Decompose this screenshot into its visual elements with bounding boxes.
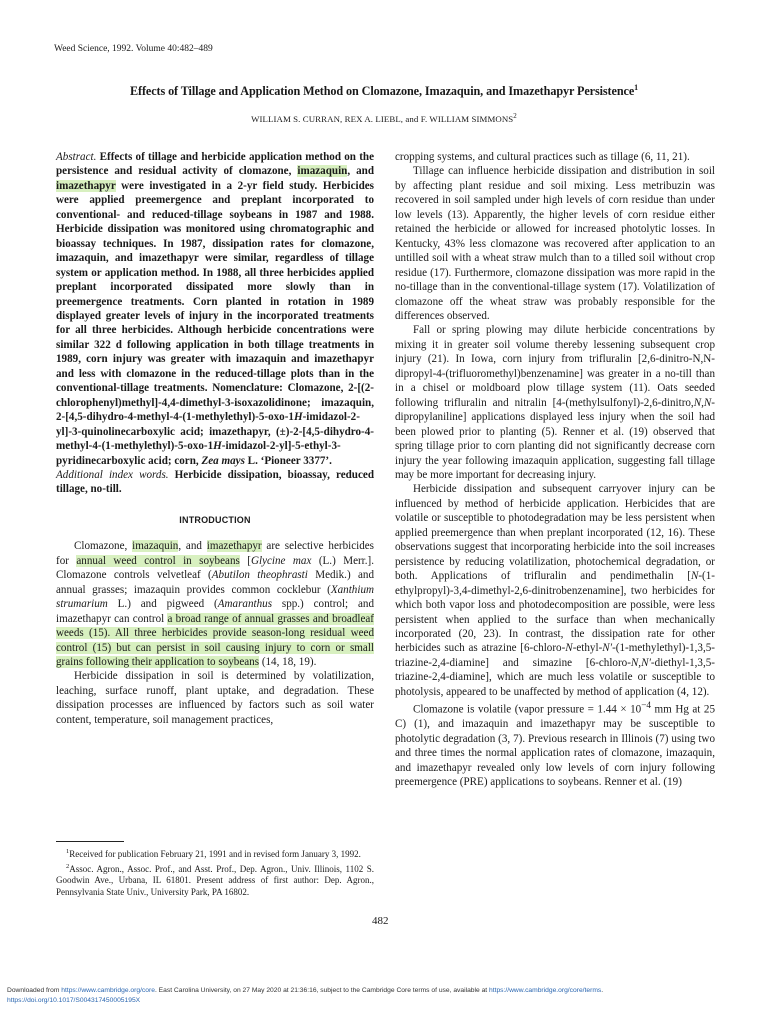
right-paragraph-2 <box>395 323 715 482</box>
abstract-italic: H <box>213 440 222 453</box>
footnote-2 <box>56 861 374 899</box>
highlight-persistence: a broad range of annual grasses and broadleaf weeds (15). All three herbicides provide season-long residual weed control (15) but can persist in soil causing injury to corn or small grains following their application to soybeans <box>56 612 374 668</box>
body-text: -diethyl-1,3,5-triazine-2,4-diamine], which are much less volatile or susceptible to photolysis, appeared to be unaffected by method of application (4, 12). <box>395 656 715 698</box>
intro-paragraph-2: Herbicide dissipation in soil is determined by volatilization, leaching, surface runoff, plant uptake, and degradation. These dissipation processes are influenced by factors such as soil water content, temperature, soil management practices, <box>56 670 374 726</box>
notice-text: . <box>601 987 604 994</box>
right-column <box>395 150 715 790</box>
right-paragraph-3 <box>395 482 715 699</box>
highlight-imazethapyr: imazethapyr <box>56 179 116 192</box>
species-name: Glycine max <box>250 554 312 567</box>
footnote-mark: 2 <box>66 862 70 870</box>
footnote-1 <box>56 846 374 861</box>
body-text: -dipropylaniline] applications displayed less injury when the soil had been plowed prior to planting (5). Renner et al. (19) observed that spring tillage prior to corn planting did not significantly decrease corn injury the year following imazaquin application, suggesting fall tillage may be more important for decreasing injury. <box>395 396 715 481</box>
title-footnote-mark: 1 <box>634 83 639 92</box>
body-italic: N′ <box>602 642 613 655</box>
notice-text: Downloaded from <box>7 987 62 994</box>
right-paragraph-1: Tillage can influence herbicide dissipation and distribution in soil by affecting plant residue and soil mixing. Less metribuzin was recovered in soil sampled under high levels of corn residue than under low levels (13). Apparently, the higher levels of corn residue either retained the herbicide or allowed for increased photolytic losses. In Kentucky, 43% less clomazone was recovered after application to an untilled soil with a wheat straw mulch than to a tilled soil without crop residue (17). Furthermore, clomazone dissipation was more rapid in the no-tillage than in the conventional-tillage system (17). Volatilization of clomazone off the wheat straw was probably responsible for the differences observed. <box>395 165 715 322</box>
body-text: Clomazone is volatile (vapor pressure = 1.44 × 10 <box>413 703 642 716</box>
doi-link[interactable]: https://doi.org/10.1017/S004317450005195X <box>7 996 141 1004</box>
abstract <box>56 150 374 468</box>
authors-footnote-mark: 2 <box>513 112 517 120</box>
body-text: (L.) Merr.]. Clomazone controls velvetleaf ( <box>56 554 375 582</box>
authors-text: WILLIAM S. CURRAN, REX A. LIEBL, and F. WILLIAM SIMMONS <box>251 113 514 124</box>
abstract-body <box>56 151 374 467</box>
left-column <box>56 150 374 727</box>
body-text: -ethyl- <box>572 642 603 655</box>
journal-reference: Weed Science, 1992. Volume 40:482–489 <box>54 44 213 54</box>
body-text: [ <box>239 554 251 567</box>
footnote-text: Received for publication February 21, 1991 and in revised form January 3, 1992. <box>69 849 361 859</box>
index-words <box>56 468 374 497</box>
footnote-divider <box>56 841 124 842</box>
abstract-italic: H <box>293 411 303 424</box>
terms-link[interactable]: https://www.cambridge.org/core/terms <box>489 987 602 994</box>
body-text: Clomazone, <box>74 540 133 553</box>
notice-text: . East Carolina University, on 27 May 2020 at 21:36:16, subject to the Cambridge Core terms of use, available at <box>154 987 490 994</box>
cambridge-core-link[interactable]: https://www.cambridge.org/core <box>61 987 155 994</box>
abstract-text: were investigated in a 2-yr field study. Herbicides were applied preemergence and preplant incorporated to conventional- and reduced-tillage soybeans in 1987 and 1988. Herbicide dissipation was monitored using chromatographic and bioassay techniques. In 1987, dissipation rates for clomazone, imazaquin, and imazethapyr were similar, regardless of tillage system or application method. In 1988, all three herbicides applied preplant incorporated dissipated more slowly than in preemergence treatments. Corn planted in rotation in 1989 displayed greater levels of injury in the incorporated treatments for all three herbicides. Although herbicide concentrations were similar 322 d following application in both tillage treatments in 1989, corn injury was greater with imazaquin and imazethapyr and less with clomazone in the reduced-tillage plots than in the conventional-tillage treatments. Nomenclature: Clomazone, 2-[(2-chlorophenyl)methyl]-4,4-dimethyl-3-isoxazolidinone; imazaquin, 2-[4,5-dihydro-4-methyl-4-(1-methylethyl)-5-oxo-1 <box>56 179 374 424</box>
abstract-text: L. ‘Pioneer 3377’. <box>244 454 332 467</box>
species-name: Amaranthus <box>217 598 273 611</box>
species-name: Abutilon theophrasti <box>211 569 308 582</box>
abstract-italic: Zea mays <box>201 454 245 467</box>
body-text: -(1-ethylpropyl)-3,4-dimethyl-2,6-dinitrobenzenamine], two herbicides for which both vapor loss and photodecomposition are possible, were less persistent when applied to the surface than when mechanically incorporated (20, 23). In contrast, the dissipation rate for other herbicides such as atrazine [6-chloro- <box>395 570 715 655</box>
body-italic: N,N′ <box>630 656 651 669</box>
index-words-list: Herbicide dissipation, bioassay, reduced tillage, no-till. <box>56 468 374 496</box>
abstract-text: , and <box>347 165 375 178</box>
index-words-label: Additional index words. <box>56 468 169 481</box>
article-title <box>40 83 728 99</box>
title-text: Effects of Tillage and Application Method on Clomazone, Imazaquin, and Imazethapyr Persistence <box>129 84 635 99</box>
body-text: are selective herbicides for <box>56 540 374 567</box>
highlight-imazaquin: imazaquin <box>132 540 179 553</box>
right-paragraph-0: cropping systems, and cultural practices such as tillage (6, 11, 21). <box>395 151 690 163</box>
download-notice <box>7 986 761 1005</box>
abstract-text: Effects of tillage and herbicide application method on the persistence and residual activity of clomazone, <box>56 151 374 178</box>
body-text: mm Hg at 25 C) (1), and imazaquin and imazethapyr may be susceptible to photolytic degradation (3, 7). Previous research in Illinois (7) using two and three times the normal application rates of clomazone, imazaquin, and imazethapyr revealed only low levels of corn injury following preemergence (PRE) applications to soybeans. Renner et al. (19) <box>395 703 715 789</box>
species-name: Xanthium strumarium <box>56 583 374 611</box>
body-text: Herbicide dissipation and subsequent carryover injury can be influenced by method of herbicide application. Herbicides that are volatile or susceptible to photodegradation may be less persistent when applied preemergence than when preplant incorporated (12, 16). These observations suggest that incorporating herbicide into the soil increases persistence by reducing volatilization, photochemical degradation, or both. Applications of trifluralin and pendimethalin [ <box>395 483 715 583</box>
body-text: L.) and pigweed ( <box>107 598 218 611</box>
body-text: , and <box>178 540 207 553</box>
highlight-imazaquin: imazaquin <box>297 165 348 178</box>
intro-paragraph-1 <box>56 539 374 669</box>
highlight-imazethapyr: imazethapyr <box>206 540 262 553</box>
section-heading-introduction: INTRODUCTION <box>179 514 251 525</box>
body-italic: N <box>690 570 699 583</box>
body-text: (14, 18, 19). <box>259 655 317 668</box>
footnotes <box>56 846 374 898</box>
abstract-label: Abstract. <box>56 151 97 163</box>
author-list <box>40 112 728 124</box>
highlight-weed-control: annual weed control in soybeans <box>76 554 240 567</box>
body-text: Fall or spring plowing may dilute herbicide concentrations by mixing it in greater soil volume thereby lessening subsequent crop injury (21). In Iowa, corn injury from trifluralin [2,6-dinitro-N,N-dipropyl-4-(trifluoromethyl)benzenamine] was greater in a no-till than in a chisel or moldboard plow tillage system (11). Oats seeded following trifluralin and nitralin [4-(methylsulfonyl)-2,6-dinitro, <box>395 324 715 409</box>
exponent: −4 <box>641 701 652 712</box>
right-paragraph-4 <box>395 699 715 789</box>
body-text: spp.) control; and imazethapyr can control <box>56 598 374 625</box>
footnote-mark: 1 <box>66 848 70 855</box>
footnote-text: Assoc. Agron., Assoc. Prof., and Asst. Prof., Dep. Agron., Univ. Illinois, 1102 S. Goodwin Ave., Urbana, IL 61801. Present address of first author: Dep. Agron., Pennsylvania State Univ., University Park, PA 16802. <box>56 863 374 897</box>
body-text: Medik.) and annual grasses; imazaquin provides common cocklebur ( <box>56 569 375 596</box>
body-text: -(1-methylethyl)-1,3,5-triazine-2,4-diamine] and simazine [6-chloro- <box>395 642 715 669</box>
abstract-text: -imidazol-2-yl]-3-quinolinecarboxylic acid; imazethapyr, (±)-2-[4,5-dihydro-4-methyl-4-(1-methylethyl)-5-oxo-1 <box>56 411 374 453</box>
page-number: 482 <box>372 915 389 927</box>
body-italic: N <box>565 642 573 655</box>
abstract-text: -imidazol-2-yl]-5-ethyl-3-pyridinecarboxylic acid; corn, <box>56 440 341 467</box>
body-italic: N,N <box>693 396 712 409</box>
